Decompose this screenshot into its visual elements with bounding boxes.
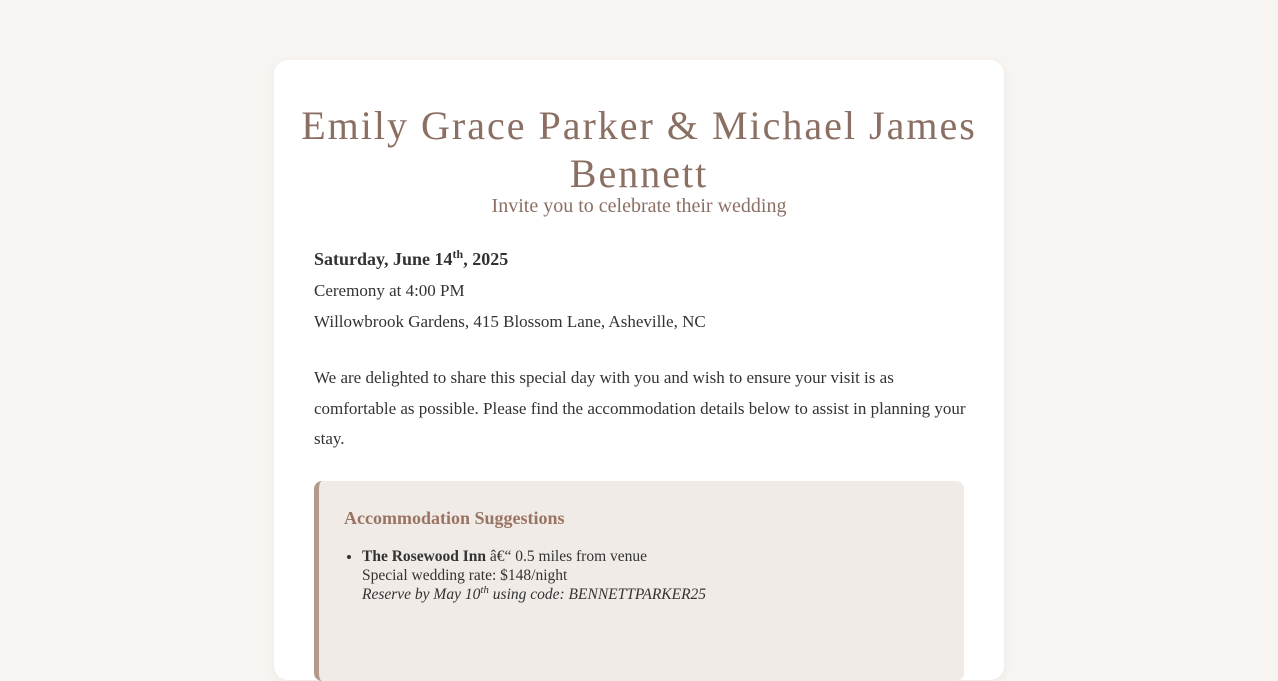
reserve-code: using code: BENNETTPARKER25 [488, 586, 707, 603]
event-details [314, 244, 964, 337]
hotel-item [362, 547, 706, 604]
invitation-subtitle: Invite you to celebrate their wedding [491, 195, 787, 217]
hotel-list [344, 547, 706, 604]
event-date-main: Saturday, June 14 [314, 249, 453, 269]
reserve-prefix: Reserve by May 10 [362, 586, 481, 603]
event-date-suffix: th [452, 247, 464, 261]
venue-address: Willowbrook Gardens, 415 Blossom Lane, Asheville, NC [314, 312, 706, 331]
hotel-distance: â€“ 0.5 miles from venue [486, 548, 648, 565]
accommodation-panel [314, 481, 964, 681]
event-date [314, 244, 964, 275]
hotel-rate: Special wedding rate: $148/night [362, 567, 568, 584]
hotel-reserve-note [362, 583, 707, 603]
reserve-suffix: th [480, 583, 489, 596]
couple-names: Emily Grace Parker & Michael James Bennett [301, 103, 977, 196]
accommodation-heading: Accommodation Suggestions [344, 508, 565, 528]
invitation-card [274, 60, 1004, 680]
ceremony-time: Ceremony at 4:00 PM [314, 281, 465, 300]
hotel-name: The Rosewood Inn [362, 548, 487, 565]
intro-paragraph: We are delighted to share this special day with you and wish to ensure your visit is as comfortable as possible. Please find the accommodation details below to assist in planning your stay. [314, 368, 966, 448]
event-date-year: , 2025 [463, 249, 509, 269]
